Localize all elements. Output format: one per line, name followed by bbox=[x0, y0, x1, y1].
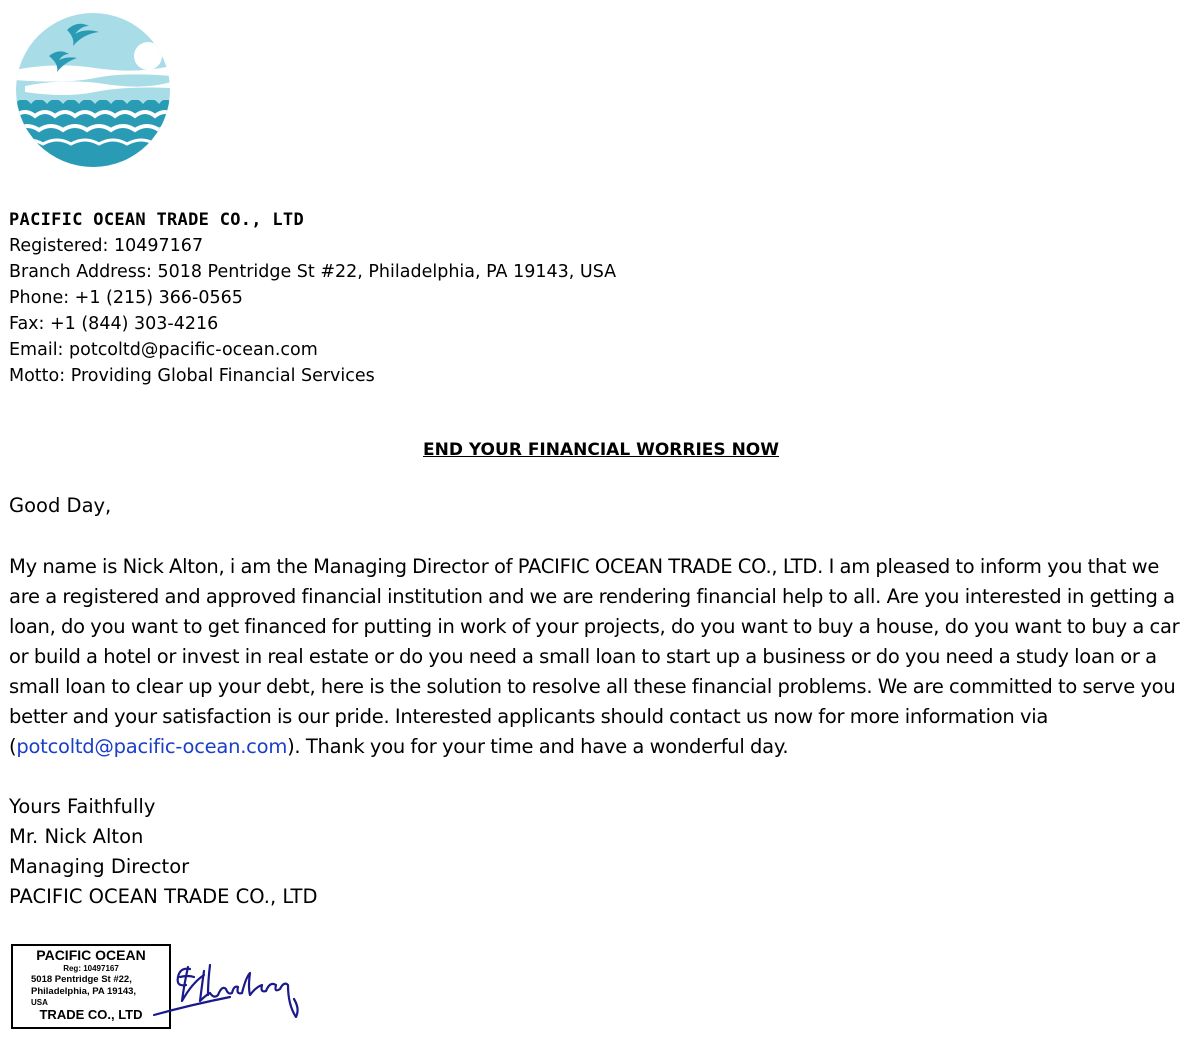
letter-closing bbox=[9, 792, 318, 912]
letter-body-text: My name is Nick Alton, i am the Managing Director of PACIFIC OCEAN TRADE CO., LTD. I am pleased to inform you that we are a registered and approved financial institution and we are rendering financial help to all. Are you interested in getting a loan, do you want to get financed for putting in work of your projects, do you want to buy a house, do you want to buy a car or build a hotel or invest in real estate or do you need a small loan to start up a business or do you need a study loan or a small loan to clear up your debt, here is the solution to resolve all these financial problems. We are committed to serve you better and your satisfaction is our pride. Interested applicants should contact us now for more information via bbox=[9, 555, 1180, 728]
letter-subject: END YOUR FINANCIAL WORRIES NOW bbox=[422, 440, 779, 460]
branch-address: Branch Address: 5018 Pentridge St #22, Philadelphia, PA 19143, USA bbox=[9, 262, 617, 282]
signer-name: Mr. Nick Alton bbox=[9, 825, 144, 848]
letter-body bbox=[9, 552, 1194, 762]
handwritten-signature bbox=[150, 955, 310, 1030]
stamp-city: Philadelphia, PA 19143, bbox=[31, 986, 137, 997]
sun-icon bbox=[134, 42, 162, 70]
signer-title: Managing Director bbox=[9, 855, 190, 878]
stamp-street: 5018 Pentridge St #22, bbox=[31, 974, 132, 985]
company-stamp bbox=[11, 944, 171, 1029]
registered-number: Registered: 10497167 bbox=[9, 236, 204, 256]
letter-greeting: Good Day, bbox=[9, 494, 112, 517]
email-address: Email: potcoltd@pacific-ocean.com bbox=[9, 340, 318, 360]
company-name: PACIFIC OCEAN TRADE CO., LTD bbox=[9, 210, 304, 230]
company-info bbox=[9, 207, 909, 389]
contact-email-link[interactable]: potcoltd@pacific-ocean.com bbox=[16, 735, 288, 758]
closing-phrase: Yours Faithfully bbox=[9, 795, 156, 818]
company-motto: Motto: Providing Global Financial Services bbox=[9, 366, 375, 386]
company-logo bbox=[15, 12, 171, 168]
stamp-country: USA bbox=[31, 998, 48, 1007]
phone-number: Phone: +1 (215) 366-0565 bbox=[9, 288, 243, 308]
letter-body-end: ). Thank you for your time and have a wonderful day. bbox=[287, 735, 789, 758]
stamp-footer: TRADE CO., LTD bbox=[39, 1007, 143, 1022]
stamp-reg: Reg: 10497167 bbox=[63, 964, 119, 973]
stamp-title: PACIFIC OCEAN bbox=[36, 947, 146, 963]
signer-company: PACIFIC OCEAN TRADE CO., LTD bbox=[9, 885, 318, 908]
fax-number: Fax: +1 (844) 303-4216 bbox=[9, 314, 219, 334]
letter-body-paren: ( bbox=[9, 735, 17, 758]
